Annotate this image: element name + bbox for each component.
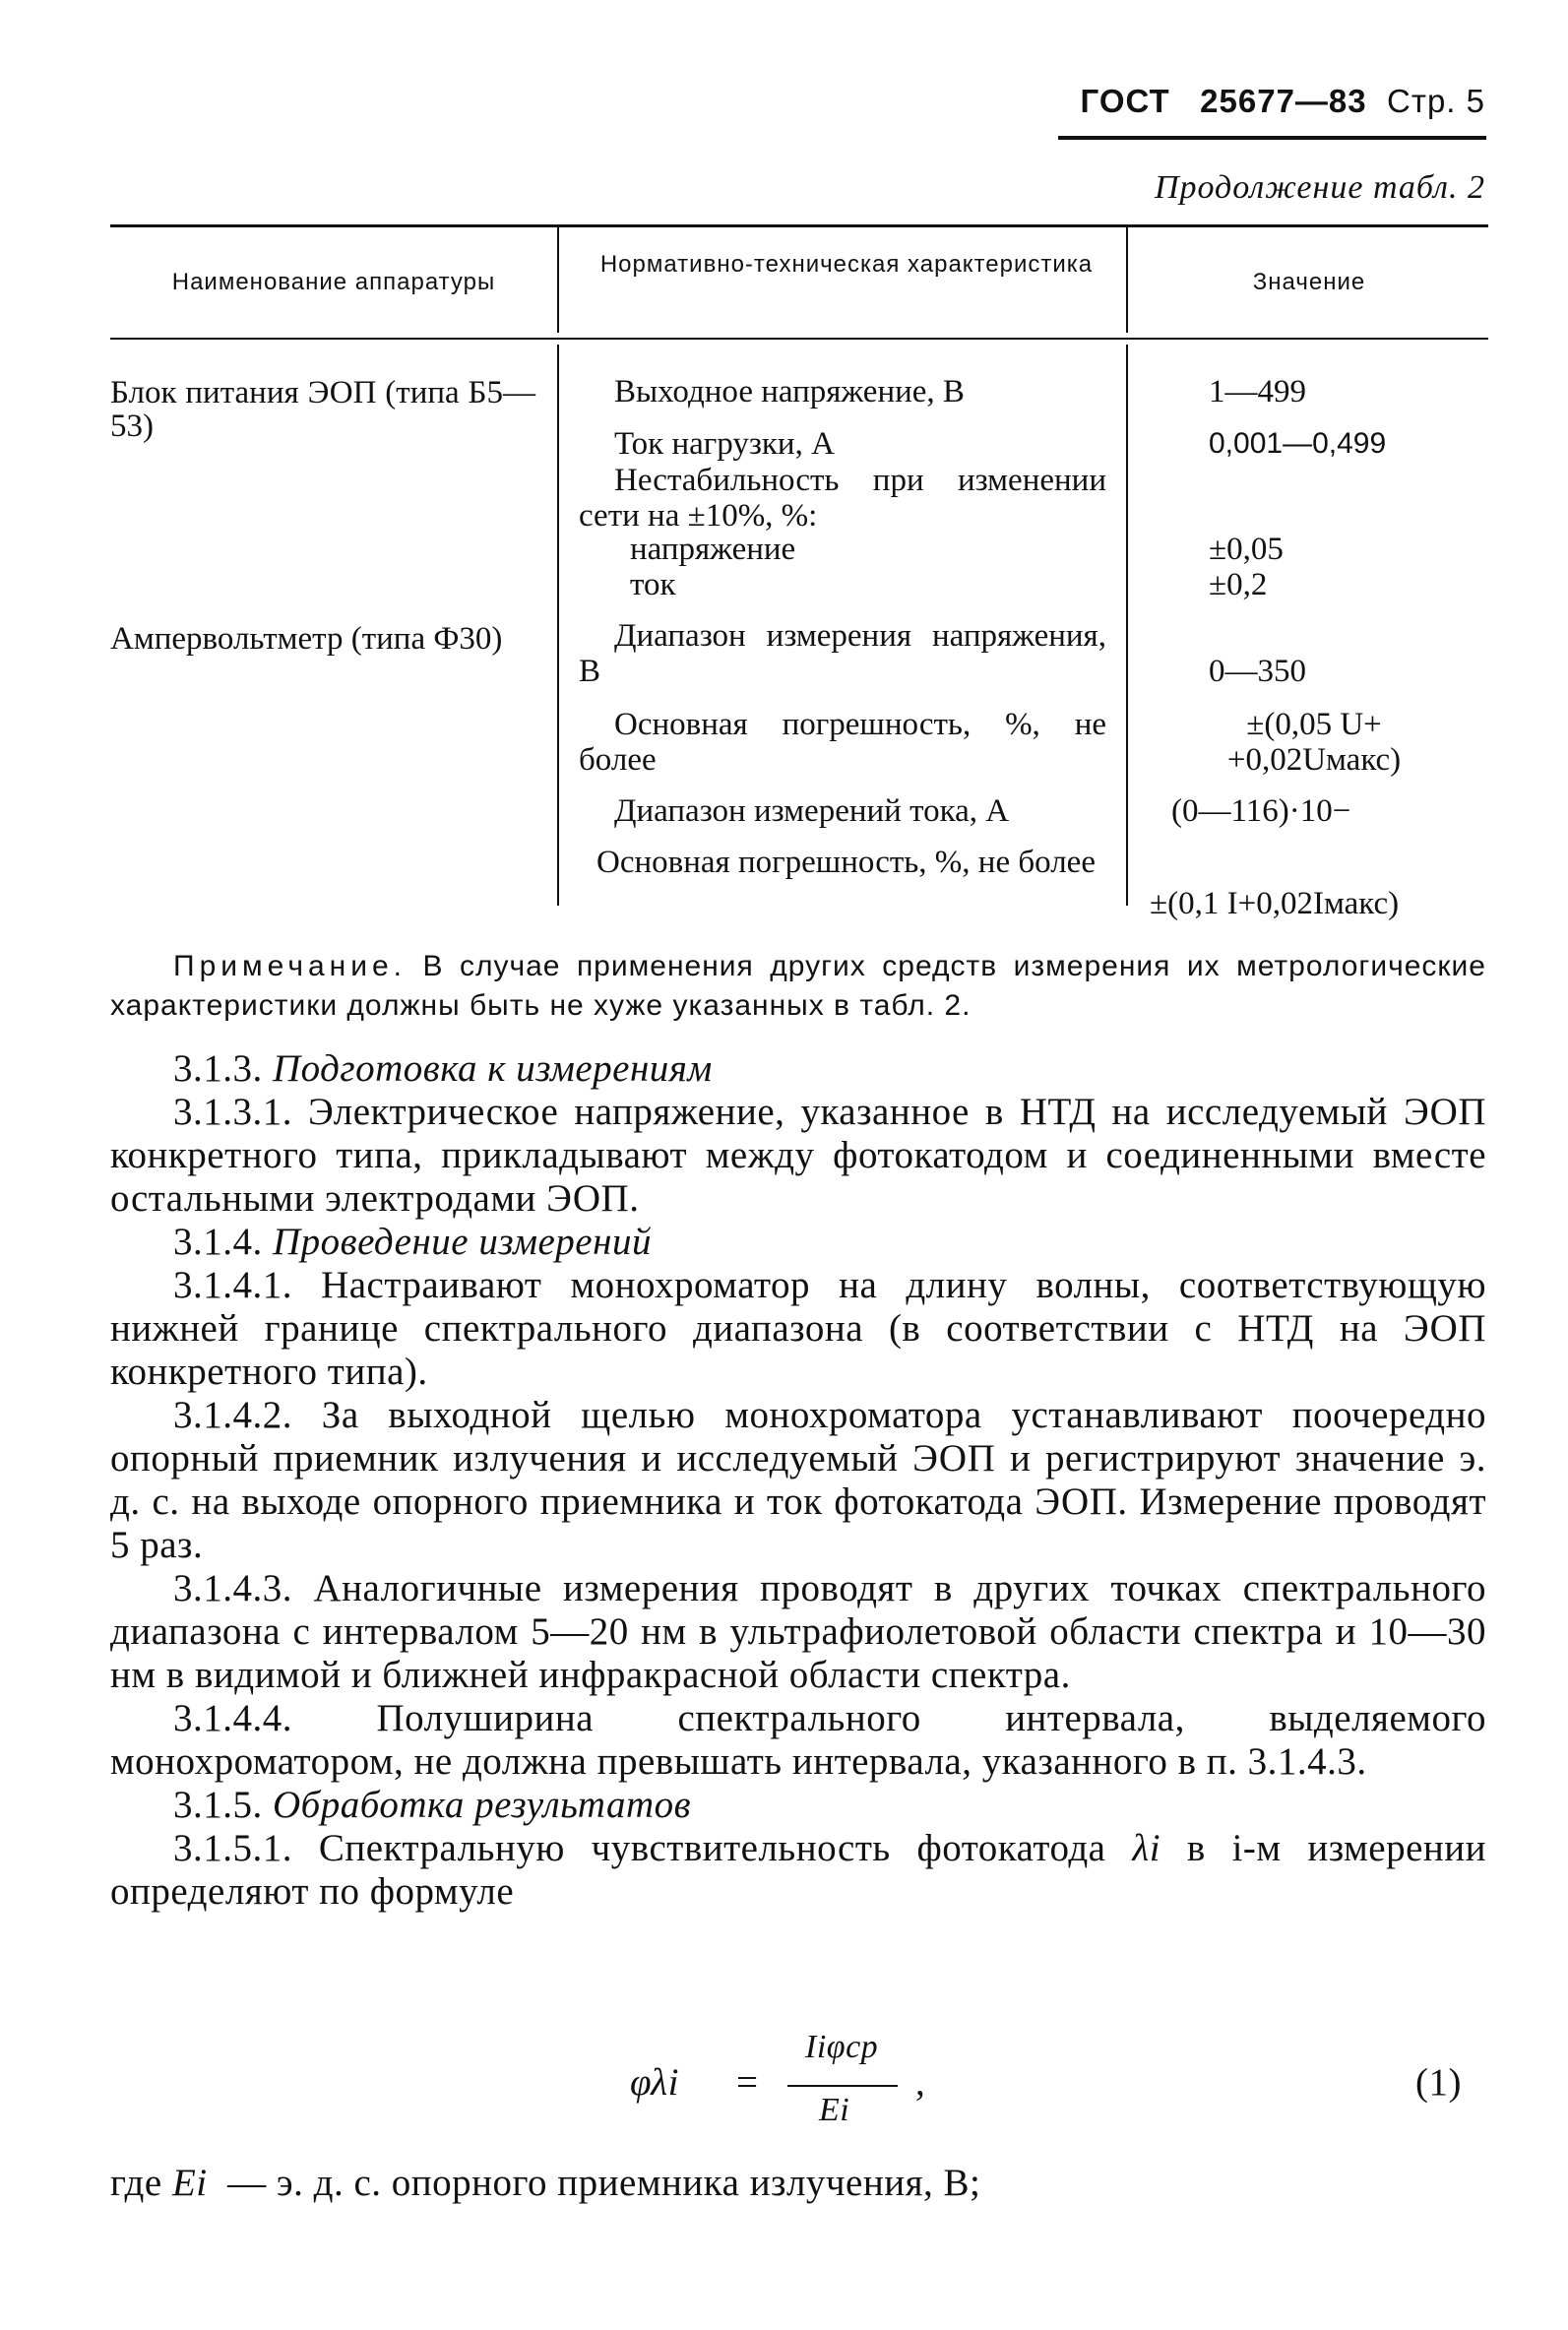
body-text <box>110 1047 1486 1914</box>
table-col-divider-2-body <box>1126 345 1128 906</box>
characteristic: Ток нагрузки, А <box>614 426 835 462</box>
section-heading: 3.1.4. Проведение измерений <box>173 1221 652 1263</box>
paragraph: 3.1.4.3. Аналогичные измерения проводят в других точках спектрального диапазона с интервалом 5—20 нм в ультрафиолетовой области спектра и 10—30 нм в видимой и ближней инфракрасной области спектра. <box>110 1567 1486 1696</box>
table-col-divider-1-body <box>557 345 559 906</box>
column-header-characteristic: Нормативно-техническая характеристика <box>599 251 1094 278</box>
page-number: Стр. 5 <box>1387 83 1485 119</box>
value: 1—499 <box>1209 374 1306 409</box>
characteristic: Выходное напряжение, В <box>614 374 965 409</box>
formula <box>630 2026 925 2144</box>
value: 0—350 <box>1209 654 1306 689</box>
table-col-divider-1 <box>557 224 559 333</box>
table-note <box>110 947 1486 1026</box>
characteristic: Диапазон измерения напряжения, В <box>579 618 1106 689</box>
value: (0—116)·10− <box>1171 793 1351 829</box>
paragraph: 3.1.4.4. Полуширина спектрального интервала, выделяемого монохроматором, не должна превышать интервала, указанного в п. 3.1.4.3. <box>110 1697 1487 1783</box>
apparatus-name: Блок питания ЭОП (типа Б5—53) <box>110 375 535 444</box>
formula-lhs: φλi <box>630 2061 679 2104</box>
paragraph: 3.1.4.2. За выходной щелью монохроматора устанавливают поочередно опорный приемник излучения и исследуемый ЭОП и регистрируют значение э. д. с. на выходе опорного приемника и ток фотокатода ЭОП. Измерение проводят 5 раз. <box>110 1394 1486 1566</box>
apparatus-name: Ампервольтметр (типа Ф30) <box>110 621 503 657</box>
value: ±0,2 <box>1209 567 1268 602</box>
note-text: В случае применения других средств измерения их метрологические характеристики должны быть не хуже указанных в табл. 2. <box>110 950 1486 1022</box>
table-header-rule <box>110 338 1488 340</box>
standard-number: 25677—83 <box>1200 83 1367 119</box>
paragraph: 3.1.3.1. Электрическое напряжение, указанное в НТД на исследуемый ЭОП конкретного типа, прикладывают между фотокатодом и соединенными вместе остальными электродами ЭОП. <box>110 1091 1486 1220</box>
table-top-rule <box>110 224 1488 227</box>
header-rule <box>1058 136 1486 140</box>
paragraph: 3.1.5.1. Спектральную чувствительность фотокатода λi в i-м измерении определяют по формуле <box>110 1827 1487 1913</box>
value: ±0,05 <box>1209 532 1284 567</box>
table-continuation: Продолжение табл. 2 <box>1154 169 1485 206</box>
characteristic: Основная погрешность, %, не более <box>579 707 1106 778</box>
value: ±(0,1 I+0,02Iмакс) <box>1150 886 1400 921</box>
standard-label: ГОСТ <box>1080 83 1170 119</box>
section-heading: 3.1.5. Обработка результатов <box>173 1784 692 1826</box>
fraction-bar <box>787 2085 898 2087</box>
value: ±(0,05 U+ +0,02Uмакс) <box>1226 707 1402 778</box>
characteristic: напряжение <box>630 532 796 567</box>
characteristic: ток <box>630 567 676 602</box>
column-header-name: Наименование аппаратуры <box>171 269 496 295</box>
formula-number: (1) <box>1415 2061 1462 2104</box>
running-header <box>1081 83 1485 120</box>
paragraph: 3.1.4.1. Настраивают монохроматор на длину волны, соответствующую нижней границе спектрального диапазона (в соответствии с НТД на ЭОП конкретного типа). <box>110 1264 1487 1393</box>
section-heading: 3.1.3. Подготовка к измерениям <box>173 1047 713 1090</box>
formula-comma: , <box>915 2061 926 2104</box>
note-label: Примечание. <box>173 950 407 982</box>
formula-denominator: Ei <box>819 2092 850 2128</box>
characteristic: Основная погрешность, %, не более <box>596 845 1096 880</box>
where-clause: где Ei — э. д. с. опорного приемника излучения, В; <box>110 2162 981 2204</box>
formula-equals: = <box>736 2061 759 2104</box>
where-symbol: Ei <box>171 2162 208 2204</box>
formula-numerator: Iiφср <box>805 2029 879 2065</box>
table-col-divider-2 <box>1126 224 1128 333</box>
value: 0,001—0,499 <box>1209 427 1387 460</box>
characteristic: Диапазон измерений тока, А <box>614 793 1010 829</box>
lambda-symbol: λi <box>1132 1827 1161 1869</box>
column-header-value: Значение <box>1252 269 1366 295</box>
characteristic: Нестабильность при изменении сети на ±10%, %: <box>579 463 1106 534</box>
